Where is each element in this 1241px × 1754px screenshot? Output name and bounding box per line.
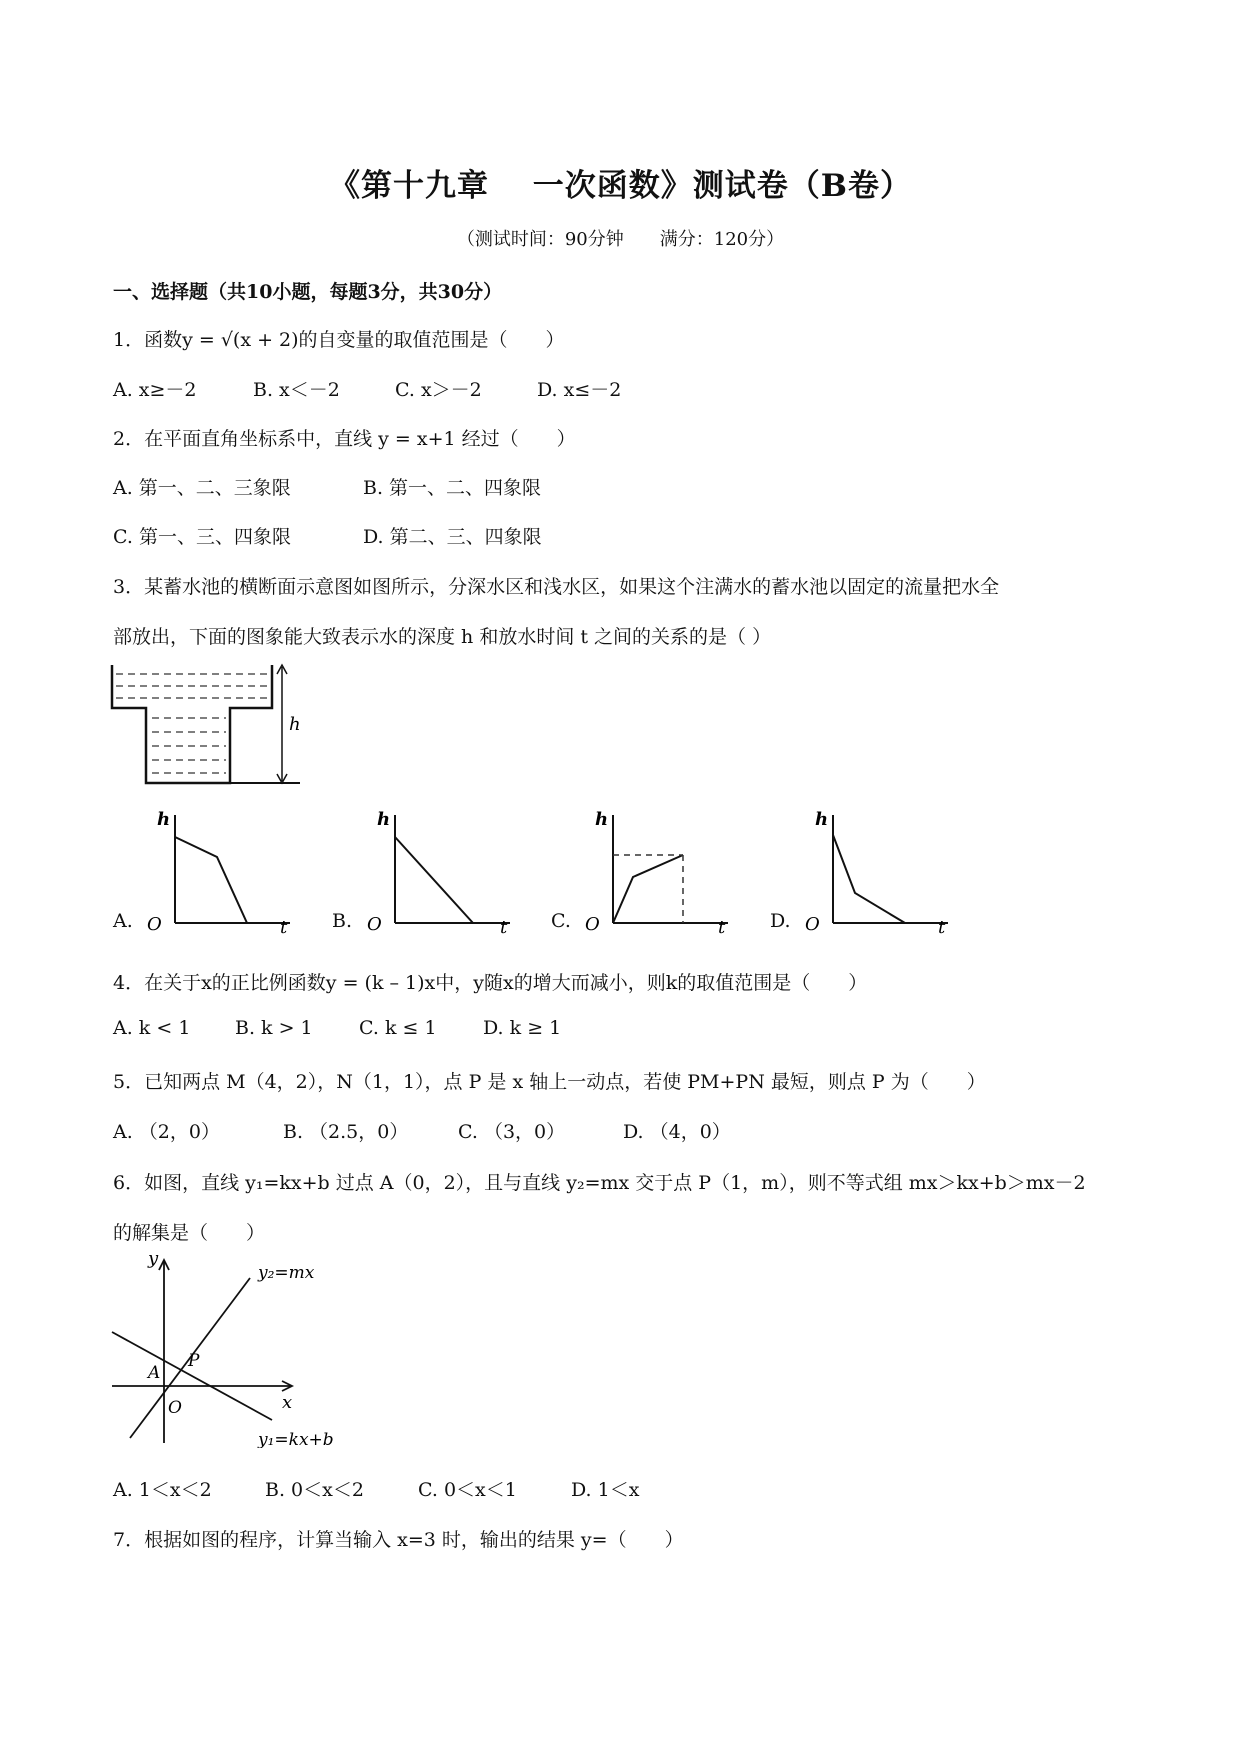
line-y2-label: y₂=mx [258,1263,315,1283]
question-1-options [113,375,621,402]
origin-label: O [367,914,382,935]
question-6-stem-line1: 6．如图，直线 y₁=kx+b 过点 A（0，2），且与直线 y₂=mx 交于点 P（1，m），则不等式组 mx＞kx+b＞mx－2 [113,1172,1086,1194]
question-7-stem: 7．根据如图的程序，计算当输入 x=3 时，输出的结果 y=（ ） [113,1529,684,1551]
axis-t-label: t [938,917,946,935]
option-b: B. 第一、二、四象限 [363,477,542,499]
option-b: B. 0＜x＜2 [265,1479,364,1501]
question-2-options-row2 [113,522,542,549]
axis-h-label: h [595,809,609,830]
question-2-options-row1 [113,473,541,500]
question-5-stem: 5．已知两点 M（4，2），N（1，1），点 P 是 x 轴上一动点，若使 PM+PN 最短，则点 P 为（ ） [113,1071,986,1093]
question-2-stem: 2．在平面直角坐标系中，直线 y = x+1 经过（ ） [113,428,576,450]
line-y1-label: y₁=kx+b [258,1430,334,1448]
point-a-label: A [148,1363,161,1383]
option-d: D. 1＜x [571,1479,640,1501]
option-c: C. x＞－2 [395,379,482,401]
option-d: D. k ≥ 1 [483,1017,562,1039]
axis-x-label: x [282,1392,293,1413]
option-c: C. k ≤ 1 [359,1017,437,1039]
axis-h-label: h [377,809,391,830]
option-b: B. （2.5，0） [283,1121,409,1143]
option-d: D. x≤－2 [537,379,622,401]
q3-graph-b [355,805,520,935]
axis-t-label: t [280,917,288,935]
q3-option-b-letter: B. [332,910,353,932]
question-3-stem-line1: 3．某蓄水池的横断面示意图如图所示，分深水区和浅水区，如果这个注满水的蓄水池以固定的流量把水全 [113,576,1000,598]
q3-graph-d [793,805,958,935]
option-d: D. （4，0） [623,1121,731,1143]
question-6-stem-line2: 的解集是（ ） [113,1222,266,1244]
option-c: C. （3，0） [458,1121,566,1143]
q3-graph-a [135,805,300,935]
origin-label: O [585,914,600,935]
q3-option-c-letter: C. [551,910,571,932]
question-3-stem-line2: 部放出，下面的图象能大致表示水的深度 h 和放水时间 t 之间的关系的是（ ） [113,626,772,648]
option-a: A. k < 1 [113,1017,191,1039]
q3-option-d-letter: D. [770,910,791,932]
question-4-options [113,1017,561,1039]
origin-label: O [168,1398,182,1418]
reservoir-cross-section-figure [110,660,310,790]
option-a: A. 第一、二、三象限 [113,477,291,499]
origin-label: O [805,914,820,935]
question-6-options [113,1475,639,1502]
option-a: A. x≥－2 [113,379,197,401]
q6-coordinate-figure [110,1248,335,1448]
option-a: A. 1＜x＜2 [113,1479,212,1501]
axis-y-label: y [148,1248,159,1269]
point-p-label: P [188,1351,200,1371]
question-1-stem: 1．函数y = √(x + 2)的自变量的取值范围是（ ） [113,329,565,351]
option-b: B. k > 1 [235,1017,313,1039]
question-4-stem: 4．在关于x的正比例函数y = (k – 1)x中，y随x的增大而减小，则k的取值范围是（ ） [113,972,868,994]
option-d: D. 第二、三、四象限 [363,526,542,548]
page-subtitle: （测试时间：90分钟 满分：120分） [456,229,785,250]
origin-label: O [147,914,162,935]
option-c: C. 第一、三、四象限 [113,526,291,548]
axis-h-label: h [815,809,829,830]
q3-graph-c [573,805,738,935]
section-header: 一、选择题（共10小题，每题3分，共30分） [113,281,503,303]
axis-t-label: t [718,917,726,935]
option-c: C. 0＜x＜1 [418,1479,517,1501]
q3-option-a-letter: A. [113,910,133,932]
axis-t-label: t [500,917,508,935]
axis-h-label: h [157,809,171,830]
question-5-options [113,1117,731,1144]
option-a: A. （2，0） [113,1121,220,1143]
figure-h-label: h [289,714,301,735]
page-title: 《第十九章 一次函数》测试卷（B卷） [329,168,912,204]
option-b: B. x＜－2 [253,379,340,401]
